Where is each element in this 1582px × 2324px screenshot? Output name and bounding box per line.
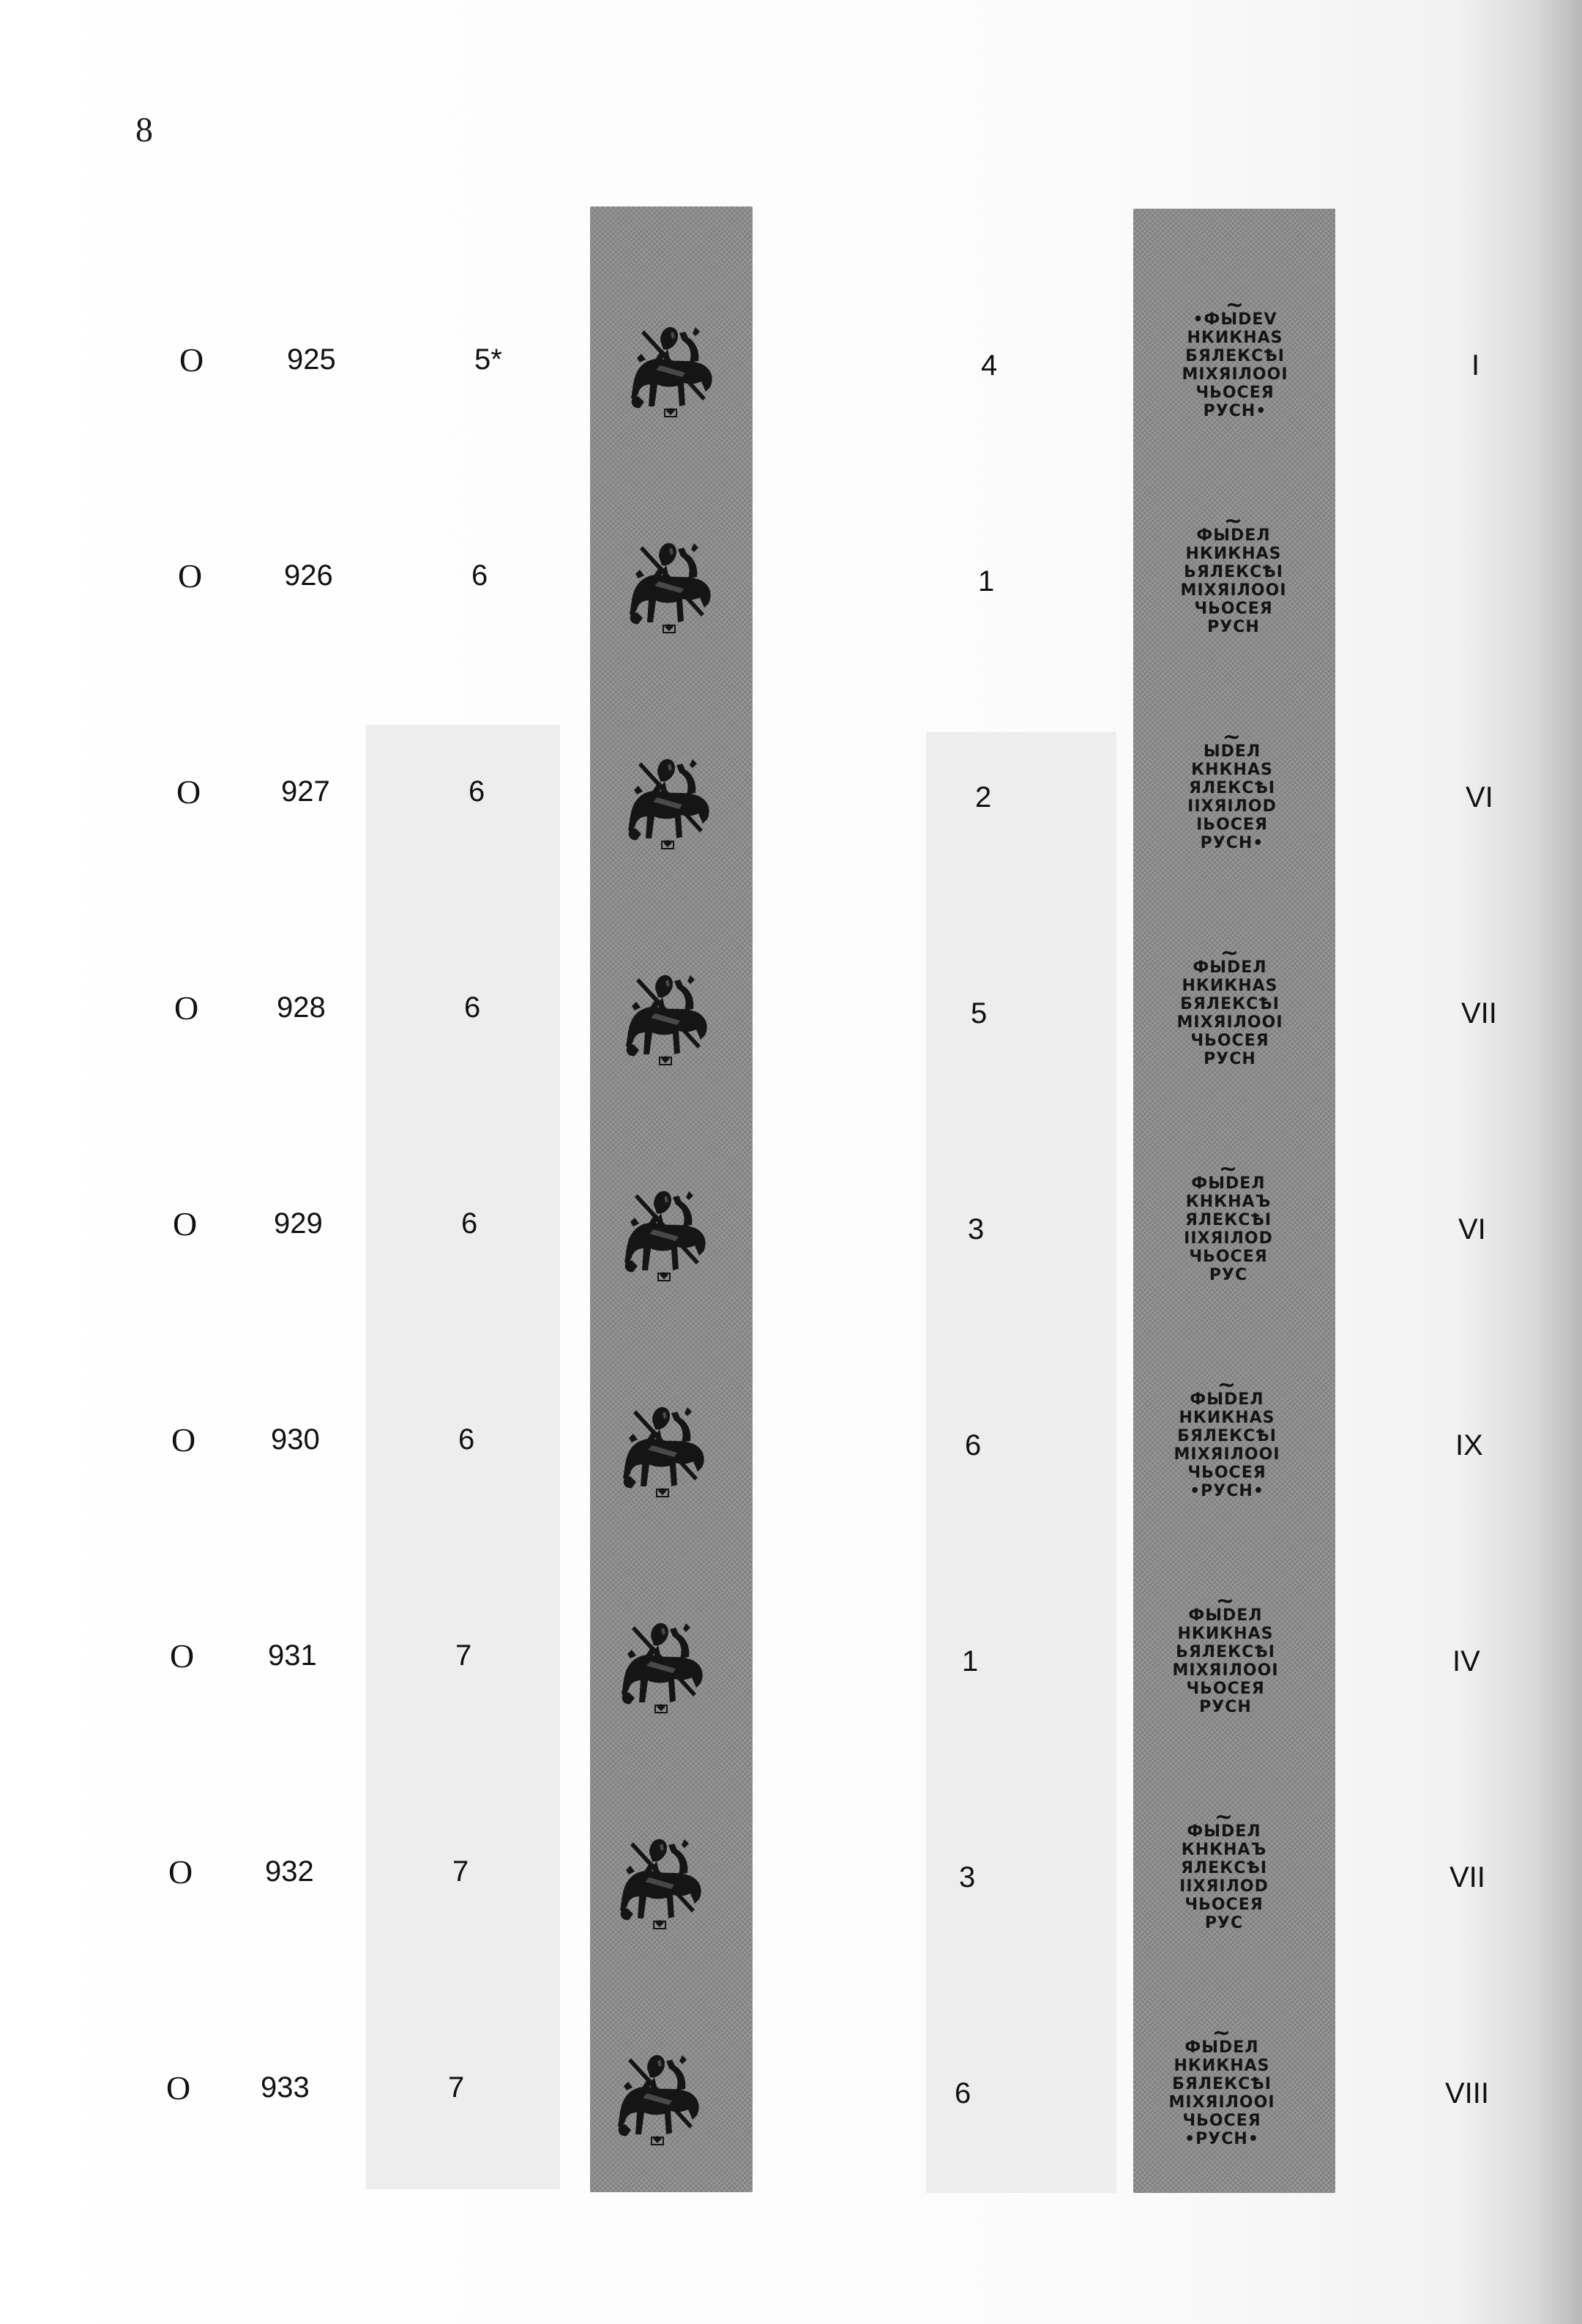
obverse-coin-image	[610, 1607, 712, 1717]
legend-line: ФЫDЕЛ	[1187, 1822, 1261, 1841]
legend-line: IIХЯIЛОD	[1187, 797, 1277, 816]
coin-row	[0, 724, 1582, 904]
legend-line: НКИКНАS	[1185, 545, 1282, 563]
obverse-die: 7	[452, 1855, 469, 1888]
row-number: 926	[284, 559, 333, 592]
row-number: 927	[281, 775, 330, 808]
reverse-coin-legend	[1149, 508, 1318, 638]
reverse-coin-legend	[1146, 940, 1314, 1070]
obverse-die: 6	[464, 991, 481, 1024]
obverse-coin-image	[619, 311, 722, 421]
legend-line: ФЫDЕЛ	[1190, 1390, 1264, 1409]
legend-line: КНКНАЪ	[1185, 1193, 1272, 1211]
obverse-die: 7	[448, 2071, 465, 2104]
coin-row	[0, 2020, 1582, 2200]
legend-line: КНКНАЪ	[1181, 1841, 1267, 1859]
legend-line: ЧЬОСЕЯ	[1189, 1248, 1268, 1266]
legend-line: КНКНАS	[1191, 761, 1273, 779]
reverse-die: 4	[981, 349, 998, 381]
roman-numeral: IV	[1452, 1645, 1480, 1677]
legend-line: МIХЯIЛОOI	[1174, 1445, 1280, 1464]
obverse-die: 6	[469, 775, 485, 808]
coin-row	[0, 1156, 1582, 1336]
reverse-die: 6	[965, 1429, 982, 1461]
legend-line: IЬОСЕЯ	[1196, 816, 1268, 834]
legend-line: РУСН•	[1200, 834, 1264, 852]
legend-line: МIХЯIЛОOI	[1176, 1013, 1283, 1032]
page-number: 8	[135, 111, 153, 149]
legend-line: БЯЛЕКСѢI	[1185, 347, 1285, 365]
row-letter: O	[178, 557, 203, 595]
row-letter: O	[176, 773, 201, 811]
legend-line: РУС	[1204, 1914, 1244, 1932]
obverse-coin-image	[616, 743, 719, 853]
legend-line: РУС	[1209, 1266, 1248, 1284]
legend-tilde-mark: ∼	[1223, 508, 1244, 534]
roman-numeral: VIII	[1445, 2077, 1490, 2109]
row-letter: O	[168, 1853, 193, 1891]
row-number: 932	[265, 1855, 314, 1888]
obverse-die: 6	[458, 1423, 475, 1456]
roman-numeral: VI	[1458, 1213, 1486, 1245]
obverse-die: 5*	[474, 343, 502, 376]
row-letter: O	[173, 1205, 198, 1243]
legend-line: МIХЯIЛОOI	[1180, 581, 1287, 600]
reverse-coin-legend	[1143, 1372, 1311, 1502]
legend-line: БЯЛЕКСѢI	[1172, 2075, 1272, 2093]
legend-tilde-mark: ∼	[1220, 940, 1240, 966]
legend-line: ЬЯЛЕКСѢI	[1176, 1643, 1275, 1661]
legend-line: •РУСН•	[1184, 2130, 1259, 2148]
legend-line: НКИКНАS	[1177, 1625, 1274, 1643]
legend-line: ЬЯЛЕКСѢI	[1184, 563, 1283, 581]
obverse-coin-image	[618, 527, 720, 637]
reverse-die: 1	[962, 1645, 979, 1677]
coin-row	[0, 508, 1582, 688]
obverse-die: 6	[461, 1207, 478, 1240]
legend-tilde-mark: ∼	[1225, 292, 1245, 318]
legend-line: НКИКНАS	[1182, 977, 1278, 995]
obverse-coin-image	[606, 2039, 709, 2149]
legend-line: МIХЯIЛОOI	[1168, 2093, 1275, 2112]
row-letter: O	[171, 1421, 196, 1459]
legend-line: ЯЛЕКСѢI	[1188, 779, 1276, 797]
legend-line: ЧЬОСЕЯ	[1195, 384, 1275, 402]
reverse-die: 2	[975, 781, 992, 813]
legend-line: МIХЯIЛОOI	[1182, 365, 1288, 384]
obverse-coin-image	[611, 1391, 714, 1501]
legend-line: ЯЛЕКСѢI	[1184, 1211, 1272, 1229]
reverse-coin-legend	[1141, 1588, 1310, 1718]
roman-numeral: VI	[1466, 781, 1493, 813]
legend-line: IIХЯIЛОD	[1179, 1877, 1269, 1896]
legend-line: ЧЬОСЕЯ	[1182, 2112, 1261, 2130]
legend-line: ЯЛЕКСѢI	[1180, 1859, 1268, 1877]
row-letter: O	[166, 2069, 191, 2107]
legend-line: •ФЫDЕV	[1193, 310, 1277, 329]
legend-line: •РУСН•	[1190, 1482, 1264, 1500]
row-number: 930	[271, 1423, 320, 1456]
legend-line: ЧЬОСЕЯ	[1190, 1032, 1269, 1050]
reverse-coin-legend	[1148, 724, 1316, 854]
legend-line: ФЫDЕЛ	[1193, 958, 1267, 977]
legend-line: ФЫDЕЛ	[1191, 1174, 1266, 1193]
reverse-coin-legend	[1144, 1156, 1313, 1286]
row-number: 931	[268, 1639, 317, 1672]
row-letter: O	[174, 989, 199, 1027]
legend-line: ЧЬОСЕЯ	[1186, 1680, 1265, 1698]
legend-tilde-mark: ∼	[1215, 1588, 1236, 1614]
coin-row	[0, 1804, 1582, 1984]
roman-numeral: VII	[1461, 997, 1497, 1029]
legend-line: МIХЯIЛОOI	[1172, 1661, 1279, 1680]
legend-line: РУСН•	[1203, 402, 1267, 420]
legend-line: НКИКНАS	[1174, 2057, 1270, 2075]
coin-row	[0, 1372, 1582, 1552]
row-number: 933	[261, 2071, 310, 2104]
legend-tilde-mark: ∼	[1222, 724, 1242, 750]
roman-numeral: IX	[1455, 1429, 1483, 1461]
coin-row	[0, 1588, 1582, 1768]
row-number: 929	[274, 1207, 323, 1240]
obverse-coin-image	[613, 1175, 715, 1285]
obverse-die: 6	[471, 559, 488, 592]
reverse-coin-legend	[1140, 1804, 1308, 1934]
reverse-die: 3	[968, 1213, 985, 1245]
reverse-coin-legend	[1138, 2020, 1306, 2150]
coin-row	[0, 292, 1582, 472]
legend-line: ЧЬОСЕЯ	[1187, 1464, 1266, 1482]
reverse-die: 3	[959, 1861, 976, 1893]
legend-line: ЧЬОСЕЯ	[1194, 600, 1273, 618]
reverse-coin-legend	[1151, 292, 1319, 422]
legend-tilde-mark: ∼	[1212, 2020, 1232, 2046]
legend-line: ФЫDЕЛ	[1188, 1606, 1263, 1625]
legend-tilde-mark: ∼	[1214, 1804, 1234, 1830]
legend-line: ЧЬОСЕЯ	[1184, 1896, 1264, 1914]
obverse-coin-image	[608, 1823, 711, 1933]
row-number: 928	[277, 991, 326, 1024]
legend-line: БЯЛЕКСѢI	[1177, 1427, 1277, 1445]
row-letter: O	[170, 1637, 195, 1675]
coin-row	[0, 940, 1582, 1120]
reverse-die: 5	[971, 997, 988, 1029]
reverse-die: 1	[978, 565, 995, 597]
row-letter: O	[179, 341, 204, 379]
roman-numeral: I	[1471, 349, 1480, 381]
legend-line: ЫDЕЛ	[1203, 742, 1261, 761]
legend-line: ФЫDЕЛ	[1184, 2038, 1259, 2057]
legend-line: НКИКНАS	[1187, 329, 1283, 347]
legend-line: РУСН	[1204, 1050, 1256, 1068]
reverse-die: 6	[955, 2077, 971, 2109]
legend-tilde-mark: ∼	[1217, 1372, 1237, 1398]
legend-line: РУСН	[1207, 618, 1260, 636]
obverse-die: 7	[455, 1639, 472, 1672]
legend-line: ФЫDЕЛ	[1196, 526, 1271, 545]
legend-line: НКИКНАS	[1179, 1409, 1275, 1427]
roman-numeral: VII	[1449, 1861, 1485, 1893]
legend-line: БЯЛЕКСѢI	[1180, 995, 1280, 1013]
legend-line: РУСН	[1199, 1698, 1252, 1716]
legend-tilde-mark: ∼	[1218, 1156, 1239, 1182]
legend-line: IIХЯIЛОD	[1184, 1229, 1273, 1248]
obverse-coin-image	[614, 959, 717, 1069]
row-number: 925	[287, 343, 336, 376]
